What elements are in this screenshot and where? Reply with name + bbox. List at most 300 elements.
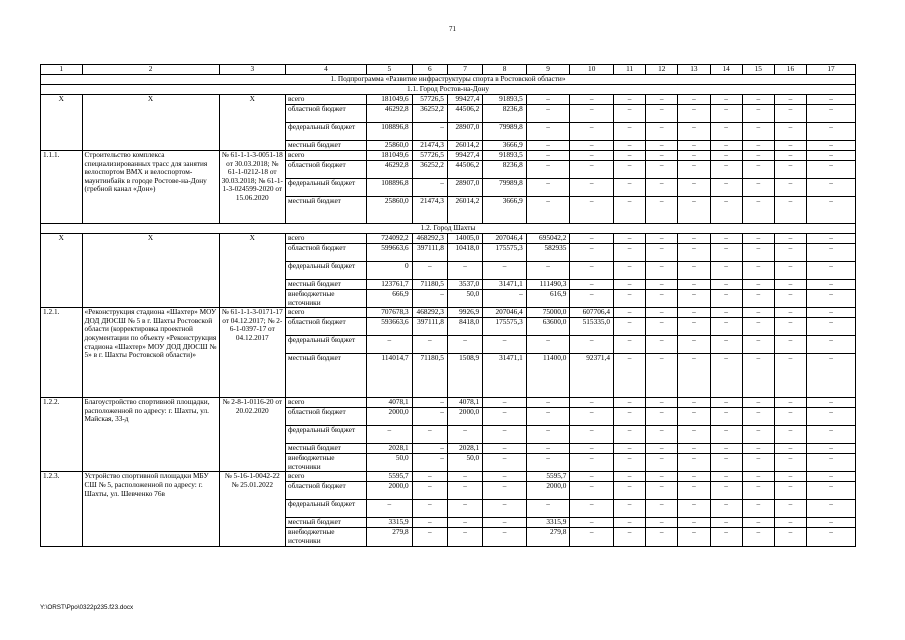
- dash-cell: –: [710, 179, 742, 197]
- dash-cell: –: [807, 234, 856, 244]
- column-number-header: 15: [742, 65, 774, 75]
- section-row: [41, 85, 856, 95]
- dash-cell: –: [570, 290, 614, 308]
- dash-cell: –: [570, 179, 614, 197]
- dash-cell: –: [412, 528, 447, 546]
- value-cell: 50,0: [447, 454, 482, 472]
- value-cell: 8236,8: [483, 105, 527, 123]
- dash-cell: –: [614, 179, 646, 197]
- dash-cell: –: [614, 482, 646, 500]
- dash-cell: –: [742, 398, 774, 408]
- dash-cell: –: [646, 444, 678, 454]
- dash-cell: –: [678, 95, 710, 105]
- dash-cell: –: [614, 398, 646, 408]
- dash-cell: –: [678, 518, 710, 528]
- value-cell: 63600,0: [526, 318, 570, 336]
- value-cell: 31471,1: [483, 280, 527, 290]
- dash-cell: –: [774, 472, 806, 482]
- dash-cell: –: [614, 528, 646, 546]
- dash-cell: –: [710, 472, 742, 482]
- value-cell: 71180,5: [412, 354, 447, 398]
- funding-type: внебюджетные источники: [285, 290, 366, 308]
- value-cell: 2028,1: [447, 444, 482, 454]
- funding-type: федеральный бюджет: [285, 500, 366, 518]
- dash-cell: –: [807, 123, 856, 141]
- dash-cell: –: [614, 244, 646, 262]
- x-mark: Х: [82, 95, 219, 151]
- dash-cell: –: [678, 444, 710, 454]
- value-cell: 8236,8: [483, 161, 527, 179]
- dash-cell: –: [570, 95, 614, 105]
- dash-cell: –: [646, 234, 678, 244]
- item-document: № 2-8-1-0116-20 от 20.02.2020: [219, 398, 285, 472]
- dash-cell: –: [526, 398, 570, 408]
- value-cell: 3666,9: [483, 141, 527, 151]
- dash-cell: –: [710, 336, 742, 354]
- x-mark: Х: [219, 234, 285, 308]
- dash-cell: –: [678, 472, 710, 482]
- dash-cell: –: [526, 454, 570, 472]
- value-cell: 181049,6: [366, 95, 412, 105]
- dash-cell: –: [570, 151, 614, 161]
- dash-cell: –: [483, 336, 527, 354]
- table-row: [41, 95, 856, 105]
- funding-type: федеральный бюджет: [285, 123, 366, 141]
- dash-cell: –: [646, 408, 678, 426]
- value-cell: 25860,0: [366, 197, 412, 224]
- table-row: [41, 234, 856, 244]
- dash-cell: –: [678, 161, 710, 179]
- dash-cell: –: [742, 280, 774, 290]
- value-cell: 123761,7: [366, 280, 412, 290]
- dash-cell: –: [570, 482, 614, 500]
- dash-cell: –: [646, 197, 678, 224]
- dash-cell: –: [678, 234, 710, 244]
- value-cell: 2000,0: [526, 482, 570, 500]
- dash-cell: –: [678, 398, 710, 408]
- dash-cell: –: [807, 354, 856, 398]
- dash-cell: –: [614, 95, 646, 105]
- section-row: [41, 75, 856, 85]
- funding-type: всего: [285, 95, 366, 105]
- file-path: Y:\ORST\Ppo\0322p235.f23.docx: [40, 604, 134, 611]
- value-cell: 28907,0: [447, 179, 482, 197]
- dash-cell: –: [614, 318, 646, 336]
- dash-cell: –: [526, 408, 570, 426]
- value-cell: 2000,0: [366, 408, 412, 426]
- x-mark: Х: [41, 95, 83, 151]
- item-number: 1.1.1.: [41, 151, 83, 224]
- dash-cell: –: [483, 518, 527, 528]
- dash-cell: –: [646, 472, 678, 482]
- value-cell: 468292,3: [412, 308, 447, 318]
- value-cell: 593663,6: [366, 318, 412, 336]
- dash-cell: –: [447, 482, 482, 500]
- dash-cell: –: [710, 262, 742, 280]
- value-cell: 31471,1: [483, 354, 527, 398]
- dash-cell: –: [710, 444, 742, 454]
- dash-cell: –: [742, 141, 774, 151]
- dash-cell: –: [710, 426, 742, 444]
- value-cell: 26014,2: [447, 197, 482, 224]
- value-cell: 5595,7: [526, 472, 570, 482]
- dash-cell: –: [483, 444, 527, 454]
- dash-cell: –: [678, 151, 710, 161]
- dash-cell: –: [412, 262, 447, 280]
- value-cell: –: [412, 398, 447, 408]
- value-cell: 71180,5: [412, 280, 447, 290]
- column-number-row: [41, 65, 856, 75]
- dash-cell: –: [614, 336, 646, 354]
- value-cell: 175575,3: [483, 244, 527, 262]
- value-cell: –: [412, 444, 447, 454]
- dash-cell: –: [483, 528, 527, 546]
- dash-cell: –: [447, 528, 482, 546]
- dash-cell: –: [526, 262, 570, 280]
- dash-cell: –: [570, 197, 614, 224]
- item-name: Благоустройство спортивной площадки, расположенной по адресу: г. Шахты, ул. Майская, 33-д: [82, 398, 219, 472]
- dash-cell: –: [570, 528, 614, 546]
- value-cell: 21474,3: [412, 197, 447, 224]
- funding-type: местный бюджет: [285, 280, 366, 290]
- dash-cell: –: [646, 426, 678, 444]
- dash-cell: –: [678, 408, 710, 426]
- dash-cell: –: [483, 426, 527, 444]
- column-number-header: 11: [614, 65, 646, 75]
- value-cell: 57726,5: [412, 95, 447, 105]
- dash-cell: –: [646, 244, 678, 262]
- value-cell: 91893,5: [483, 95, 527, 105]
- dash-cell: –: [774, 123, 806, 141]
- dash-cell: –: [570, 161, 614, 179]
- funding-type: всего: [285, 151, 366, 161]
- value-cell: 92371,4: [570, 354, 614, 398]
- funding-type: областной бюджет: [285, 161, 366, 179]
- dash-cell: –: [807, 500, 856, 518]
- dash-cell: –: [614, 472, 646, 482]
- dash-cell: –: [807, 408, 856, 426]
- dash-cell: –: [742, 444, 774, 454]
- dash-cell: –: [526, 500, 570, 518]
- value-cell: 111490,3: [526, 280, 570, 290]
- dash-cell: –: [483, 408, 527, 426]
- dash-cell: –: [807, 105, 856, 123]
- value-cell: 25860,0: [366, 141, 412, 151]
- value-cell: 79989,8: [483, 179, 527, 197]
- value-cell: 707678,3: [366, 308, 412, 318]
- dash-cell: –: [412, 500, 447, 518]
- dash-cell: –: [774, 308, 806, 318]
- dash-cell: –: [774, 482, 806, 500]
- table-row: [41, 308, 856, 318]
- dash-cell: –: [710, 354, 742, 398]
- dash-cell: –: [742, 123, 774, 141]
- dash-cell: –: [570, 336, 614, 354]
- dash-cell: –: [807, 262, 856, 280]
- dash-cell: –: [483, 500, 527, 518]
- dash-cell: –: [807, 454, 856, 472]
- value-cell: 99427,4: [447, 95, 482, 105]
- column-number-header: 13: [678, 65, 710, 75]
- dash-cell: –: [774, 244, 806, 262]
- dash-cell: –: [807, 290, 856, 308]
- dash-cell: –: [742, 151, 774, 161]
- dash-cell: –: [710, 280, 742, 290]
- dash-cell: –: [774, 500, 806, 518]
- dash-cell: –: [774, 518, 806, 528]
- dash-cell: –: [646, 518, 678, 528]
- dash-cell: –: [774, 179, 806, 197]
- dash-cell: –: [678, 354, 710, 398]
- x-mark: Х: [219, 95, 285, 151]
- dash-cell: –: [774, 280, 806, 290]
- dash-cell: –: [742, 500, 774, 518]
- dash-cell: –: [774, 528, 806, 546]
- value-cell: –: [483, 290, 527, 308]
- dash-cell: –: [774, 398, 806, 408]
- dash-cell: –: [710, 408, 742, 426]
- dash-cell: –: [678, 105, 710, 123]
- dash-cell: –: [774, 318, 806, 336]
- dash-cell: –: [614, 308, 646, 318]
- funding-type: местный бюджет: [285, 354, 366, 398]
- dash-cell: –: [483, 472, 527, 482]
- section-heading: 1.2. Город Шахты: [41, 224, 856, 234]
- funding-type: местный бюджет: [285, 444, 366, 454]
- column-number-header: 7: [447, 65, 482, 75]
- dash-cell: –: [366, 336, 412, 354]
- dash-cell: –: [774, 408, 806, 426]
- dash-cell: –: [742, 197, 774, 224]
- dash-cell: –: [646, 123, 678, 141]
- dash-cell: –: [646, 105, 678, 123]
- page-number: 71: [449, 25, 456, 33]
- column-number-header: 1: [41, 65, 83, 75]
- dash-cell: –: [646, 179, 678, 197]
- dash-cell: –: [614, 500, 646, 518]
- table-row: [41, 472, 856, 482]
- dash-cell: –: [742, 472, 774, 482]
- dash-cell: –: [742, 262, 774, 280]
- section-row: [41, 224, 856, 234]
- value-cell: 695042,2: [526, 234, 570, 244]
- value-cell: 14005,0: [447, 234, 482, 244]
- dash-cell: –: [678, 500, 710, 518]
- dash-cell: –: [447, 472, 482, 482]
- column-number-header: 12: [646, 65, 678, 75]
- dash-cell: –: [614, 197, 646, 224]
- column-number-header: 3: [219, 65, 285, 75]
- section-heading: 1.1. Город Ростов-на-Дону: [41, 85, 856, 95]
- dash-cell: –: [807, 151, 856, 161]
- dash-cell: –: [646, 528, 678, 546]
- dash-cell: –: [614, 262, 646, 280]
- value-cell: 21474,3: [412, 141, 447, 151]
- dash-cell: –: [774, 336, 806, 354]
- value-cell: –: [412, 408, 447, 426]
- dash-cell: –: [678, 528, 710, 546]
- dash-cell: –: [710, 398, 742, 408]
- x-mark: Х: [82, 234, 219, 308]
- column-number-header: 2: [82, 65, 219, 75]
- table-row: [41, 151, 856, 161]
- column-number-header: 8: [483, 65, 527, 75]
- dash-cell: –: [483, 482, 527, 500]
- dash-cell: –: [807, 398, 856, 408]
- dash-cell: –: [742, 354, 774, 398]
- dash-cell: –: [412, 336, 447, 354]
- dash-cell: –: [483, 262, 527, 280]
- dash-cell: –: [678, 179, 710, 197]
- dash-cell: –: [678, 308, 710, 318]
- dash-cell: –: [774, 141, 806, 151]
- dash-cell: –: [710, 151, 742, 161]
- dash-cell: –: [646, 262, 678, 280]
- value-cell: 607706,4: [570, 308, 614, 318]
- dash-cell: –: [646, 336, 678, 354]
- dash-cell: –: [614, 161, 646, 179]
- funding-type: всего: [285, 472, 366, 482]
- dash-cell: –: [774, 444, 806, 454]
- value-cell: 279,8: [526, 528, 570, 546]
- value-cell: 36252,2: [412, 105, 447, 123]
- dash-cell: –: [614, 280, 646, 290]
- value-cell: 26014,2: [447, 141, 482, 151]
- value-cell: 397111,8: [412, 244, 447, 262]
- dash-cell: –: [447, 500, 482, 518]
- dash-cell: –: [774, 234, 806, 244]
- funding-type: всего: [285, 308, 366, 318]
- dash-cell: –: [742, 518, 774, 528]
- value-cell: 91893,5: [483, 151, 527, 161]
- column-number-header: 14: [710, 65, 742, 75]
- dash-cell: –: [570, 234, 614, 244]
- value-cell: 8418,0: [447, 318, 482, 336]
- dash-cell: –: [366, 500, 412, 518]
- funding-type: областной бюджет: [285, 318, 366, 336]
- dash-cell: –: [710, 308, 742, 318]
- dash-cell: –: [646, 161, 678, 179]
- funding-type: федеральный бюджет: [285, 426, 366, 444]
- value-cell: 724092,2: [366, 234, 412, 244]
- dash-cell: –: [678, 262, 710, 280]
- finance-table: [40, 64, 856, 547]
- dash-cell: –: [807, 318, 856, 336]
- dash-cell: –: [646, 318, 678, 336]
- value-cell: –: [412, 123, 447, 141]
- dash-cell: –: [447, 518, 482, 528]
- value-cell: 28907,0: [447, 123, 482, 141]
- value-cell: 397111,8: [412, 318, 447, 336]
- dash-cell: –: [614, 426, 646, 444]
- dash-cell: –: [526, 95, 570, 105]
- dash-cell: –: [412, 482, 447, 500]
- dash-cell: –: [570, 141, 614, 151]
- value-cell: 515335,0: [570, 318, 614, 336]
- dash-cell: –: [526, 179, 570, 197]
- dash-cell: –: [412, 426, 447, 444]
- value-cell: 4078,1: [447, 398, 482, 408]
- value-cell: 3315,9: [366, 518, 412, 528]
- dash-cell: –: [742, 318, 774, 336]
- dash-cell: –: [614, 408, 646, 426]
- value-cell: 11400,0: [526, 354, 570, 398]
- dash-cell: –: [526, 141, 570, 151]
- funding-type: федеральный бюджет: [285, 179, 366, 197]
- dash-cell: –: [614, 151, 646, 161]
- dash-cell: –: [483, 454, 527, 472]
- item-name: «Реконструкция стадиона «Шахтер» МОУ ДОД ДЮСШ № 5 в г. Шахты Ростовской области (корректировка проектной документации по объекту «Реконструкция стадиона «Шахтер» МОУ ДОД ДЮСШ № 5» в г. Шахты Ростовской области)»: [82, 308, 219, 398]
- value-cell: 5595,7: [366, 472, 412, 482]
- column-number-header: 4: [285, 65, 366, 75]
- dash-cell: –: [710, 318, 742, 336]
- dash-cell: –: [807, 482, 856, 500]
- dash-cell: –: [710, 482, 742, 500]
- dash-cell: –: [526, 336, 570, 354]
- dash-cell: –: [483, 398, 527, 408]
- dash-cell: –: [646, 482, 678, 500]
- dash-cell: –: [526, 123, 570, 141]
- dash-cell: –: [447, 262, 482, 280]
- value-cell: 3315,9: [526, 518, 570, 528]
- dash-cell: –: [646, 290, 678, 308]
- dash-cell: –: [742, 244, 774, 262]
- value-cell: 46292,8: [366, 105, 412, 123]
- dash-cell: –: [678, 290, 710, 308]
- dash-cell: –: [807, 141, 856, 151]
- dash-cell: –: [742, 528, 774, 546]
- value-cell: 44506,2: [447, 105, 482, 123]
- dash-cell: –: [614, 354, 646, 398]
- value-cell: 50,0: [447, 290, 482, 308]
- dash-cell: –: [710, 528, 742, 546]
- funding-type: местный бюджет: [285, 197, 366, 224]
- column-number-header: 9: [526, 65, 570, 75]
- dash-cell: –: [614, 105, 646, 123]
- funding-type: областной бюджет: [285, 244, 366, 262]
- item-name: Устройство спортивной площадки МБУ СШ № 5, расположенной по адресу: г. Шахты, ул. Шевченко 76в: [82, 472, 219, 546]
- dash-cell: –: [614, 234, 646, 244]
- value-cell: 582935: [526, 244, 570, 262]
- value-cell: 114014,7: [366, 354, 412, 398]
- dash-cell: –: [774, 105, 806, 123]
- dash-cell: –: [807, 528, 856, 546]
- column-number-header: 16: [774, 65, 806, 75]
- dash-cell: –: [742, 426, 774, 444]
- dash-cell: –: [742, 105, 774, 123]
- dash-cell: –: [526, 105, 570, 123]
- funding-type: областной бюджет: [285, 408, 366, 426]
- dash-cell: –: [678, 336, 710, 354]
- dash-cell: –: [366, 426, 412, 444]
- value-cell: 666,9: [366, 290, 412, 308]
- value-cell: 2000,0: [366, 482, 412, 500]
- value-cell: –: [412, 290, 447, 308]
- dash-cell: –: [526, 151, 570, 161]
- dash-cell: –: [710, 141, 742, 151]
- dash-cell: –: [570, 500, 614, 518]
- dash-cell: –: [570, 518, 614, 528]
- dash-cell: –: [710, 518, 742, 528]
- value-cell: 79989,8: [483, 123, 527, 141]
- dash-cell: –: [807, 518, 856, 528]
- dash-cell: –: [614, 518, 646, 528]
- funding-type: всего: [285, 234, 366, 244]
- dash-cell: –: [646, 454, 678, 472]
- value-cell: 279,8: [366, 528, 412, 546]
- dash-cell: –: [742, 234, 774, 244]
- item-number: 1.2.1.: [41, 308, 83, 398]
